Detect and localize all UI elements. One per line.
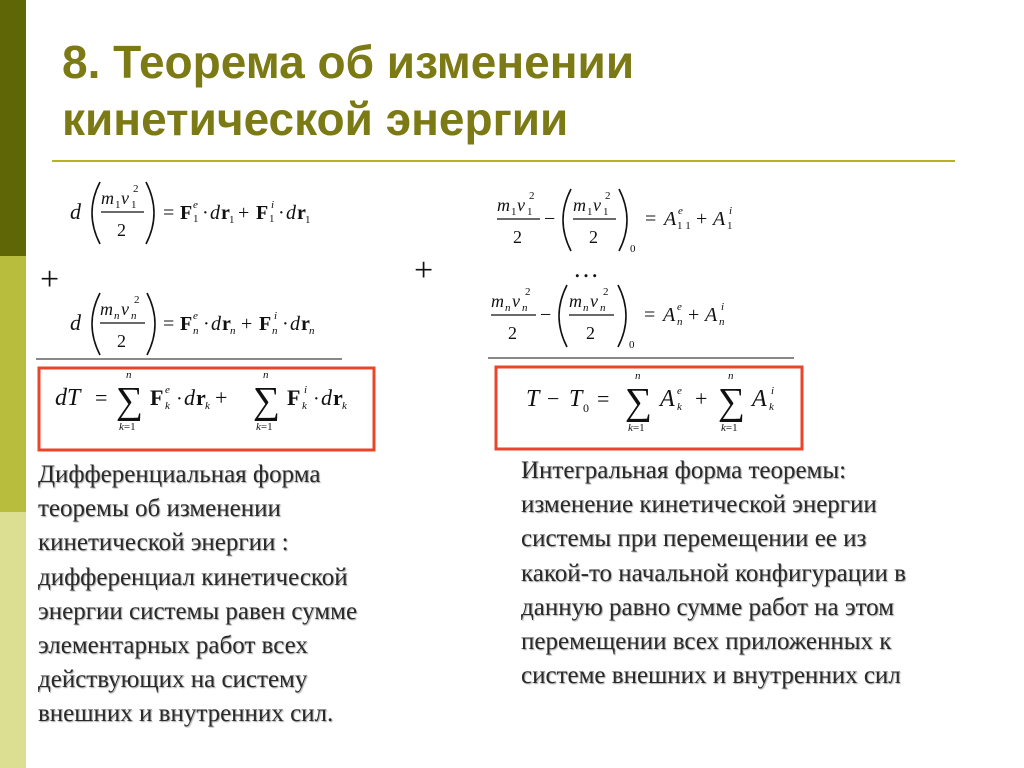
svg-text:∑: ∑ [718,381,746,423]
svg-text:2: 2 [586,323,595,343]
svg-text:1: 1 [587,206,593,218]
svg-text:T: T [569,386,583,412]
description-line: энергии системы равен сумме [38,597,358,625]
svg-text:i: i [729,205,733,217]
svg-text:+: + [241,313,253,335]
svg-text:k=1: k=1 [721,422,738,434]
svg-text:=: = [163,313,175,335]
svg-text:2: 2 [134,294,140,306]
svg-text:1: 1 [269,213,275,225]
svg-text:1: 1 [305,214,311,226]
left-formula-n [70,293,315,355]
svg-text:−: − [544,208,556,230]
svg-text:v: v [121,188,129,208]
svg-text:k: k [342,400,347,412]
svg-text:2: 2 [117,331,126,351]
slide-title-line-2: кинетической энергии [62,93,569,145]
left-formula-1 [70,182,311,244]
right-formula-1 [497,189,733,255]
left-plus-sign: + [40,261,60,298]
svg-text:1: 1 [115,199,121,211]
svg-text:k: k [205,400,210,412]
description-line: внешних и внутренних сил. [38,700,334,728]
svg-text:v: v [593,195,601,215]
svg-text:A: A [660,386,675,412]
description-line: теоремы об изменении [38,495,281,523]
svg-text:2: 2 [508,323,517,343]
right-formula-n [491,285,725,351]
svg-text:k=1: k=1 [628,422,645,434]
svg-text:+: + [696,208,708,230]
svg-text:r: r [221,202,230,224]
svg-text:r: r [297,202,306,224]
description-line: Интегральная форма теоремы: [521,457,847,484]
svg-text:0: 0 [629,339,635,351]
description-line: системы при перемещении ее из [521,525,867,553]
svg-text:n: n [114,310,120,322]
svg-text:·: · [278,202,285,224]
differential-form-description [38,458,418,732]
svg-text:i: i [274,310,278,322]
svg-text:∑: ∑ [116,380,144,422]
svg-text:k=1: k=1 [119,421,136,433]
svg-text:d: d [70,310,81,335]
svg-text:·: · [176,388,183,410]
svg-text:m: m [100,299,113,319]
svg-text:F: F [180,313,193,335]
svg-text:n: n [728,370,734,382]
svg-text:e: e [677,385,682,397]
svg-text:−: − [547,386,560,411]
svg-text:v: v [512,291,520,311]
svg-text:n: n [230,325,236,337]
left-result-formula [55,369,348,433]
svg-text:d: d [321,385,332,410]
svg-text:m: m [569,291,582,311]
svg-text:v: v [121,299,129,319]
svg-text:m: m [101,188,114,208]
description-line: дифференциал кинетической [38,563,348,591]
svg-text:n: n [126,369,132,381]
svg-text:d: d [70,199,81,224]
description-line: какой-то начальной конфигурации в [521,559,906,587]
svg-text:2: 2 [117,220,126,240]
svg-text:=: = [645,208,657,230]
svg-text:A: A [664,208,677,230]
svg-text:n: n [635,370,641,382]
svg-text:A: A [713,208,726,230]
description-line: элементарных работ всех [38,632,308,660]
svg-text:r: r [196,385,206,410]
description-line: данную равно сумме работ на этом [521,593,895,621]
description-line: Дифференциальная форма [38,461,321,488]
svg-text:1 1: 1 1 [677,220,691,232]
svg-text:=: = [597,386,610,411]
svg-text:r: r [333,385,343,410]
svg-text:d: d [210,202,220,224]
svg-text:F: F [150,385,164,410]
svg-text:e: e [193,199,198,211]
svg-text:+: + [215,385,228,410]
description-line: изменение кинетической энергии [521,491,877,519]
svg-text:n: n [677,316,683,328]
svg-text:i: i [271,199,275,211]
svg-text:F: F [256,202,269,224]
svg-text:+: + [238,202,250,224]
svg-text:k: k [769,401,774,413]
svg-text:A: A [663,304,676,326]
svg-text:+: + [688,304,700,326]
svg-text:n: n [719,316,725,328]
svg-text:=: = [163,202,175,224]
svg-text:1: 1 [511,206,517,218]
svg-text:n: n [600,302,606,314]
svg-text:m: m [573,195,586,215]
svg-text:v: v [590,291,598,311]
svg-text:+: + [695,386,708,411]
right-plus-sign: + [414,252,434,289]
svg-text:·: · [203,313,210,335]
svg-text:d: d [184,385,195,410]
svg-text:i: i [304,384,308,396]
svg-text:2: 2 [133,183,139,195]
description-line: системе внешних и внутренних сил [521,662,901,690]
svg-text:e: e [677,301,682,313]
svg-text:i: i [771,385,775,397]
svg-text:m: m [491,291,504,311]
svg-text:d: d [286,202,296,224]
svg-text:k=1: k=1 [256,421,273,433]
slide-title-line-1: 8. Теорема об изменении [62,36,635,88]
svg-text:n: n [131,310,137,322]
svg-text:n: n [309,325,315,337]
svg-text:F: F [180,202,193,224]
svg-text:2: 2 [529,190,535,202]
svg-text:−: − [540,304,552,326]
svg-text:e: e [193,310,198,322]
svg-text:2: 2 [605,190,611,202]
svg-text:r: r [301,313,310,335]
svg-text:2: 2 [589,227,598,247]
svg-text:i: i [721,301,725,313]
svg-text:e: e [165,384,170,396]
svg-text:2: 2 [513,227,522,247]
svg-text:1: 1 [193,213,199,225]
svg-text:F: F [259,313,272,335]
svg-text:0: 0 [583,401,589,415]
svg-text:0: 0 [630,243,636,255]
svg-text:n: n [263,369,269,381]
svg-text:1: 1 [727,220,733,232]
description-line: действующих на систему [38,666,308,694]
svg-text:T: T [526,386,540,412]
svg-text:dT: dT [55,385,81,411]
svg-text:1: 1 [131,199,137,211]
svg-text:·: · [313,388,320,410]
svg-text:n: n [272,325,278,337]
svg-text:m: m [497,195,510,215]
description-line: кинетической энергии : [38,529,289,557]
svg-text:n: n [193,325,199,337]
svg-text:v: v [517,195,525,215]
svg-text:2: 2 [525,286,531,298]
svg-text:e: e [678,205,683,217]
svg-text:1: 1 [603,206,609,218]
svg-text:k: k [677,401,682,413]
svg-text:d: d [211,313,221,335]
svg-text:∑: ∑ [253,380,281,422]
svg-text:2: 2 [603,286,609,298]
svg-text:r: r [222,313,231,335]
svg-text:k: k [302,400,307,412]
svg-text:1: 1 [229,214,235,226]
svg-text:1: 1 [527,206,533,218]
svg-text:·: · [282,313,289,335]
svg-text:n: n [583,302,589,314]
svg-text:·: · [202,202,209,224]
right-result-formula [526,370,775,434]
description-line: перемещении всех приложенных к [521,628,892,656]
svg-text:∑: ∑ [625,381,653,423]
svg-text:A: A [752,386,767,412]
svg-text:F: F [287,385,301,410]
svg-text:=: = [95,385,108,410]
svg-text:=: = [644,304,656,326]
svg-text:n: n [505,302,511,314]
right-ellipsis: … [573,254,599,283]
svg-text:d: d [290,313,300,335]
integral-form-description [521,454,971,693]
svg-text:A: A [705,304,718,326]
svg-text:n: n [522,302,528,314]
svg-text:k: k [165,400,170,412]
